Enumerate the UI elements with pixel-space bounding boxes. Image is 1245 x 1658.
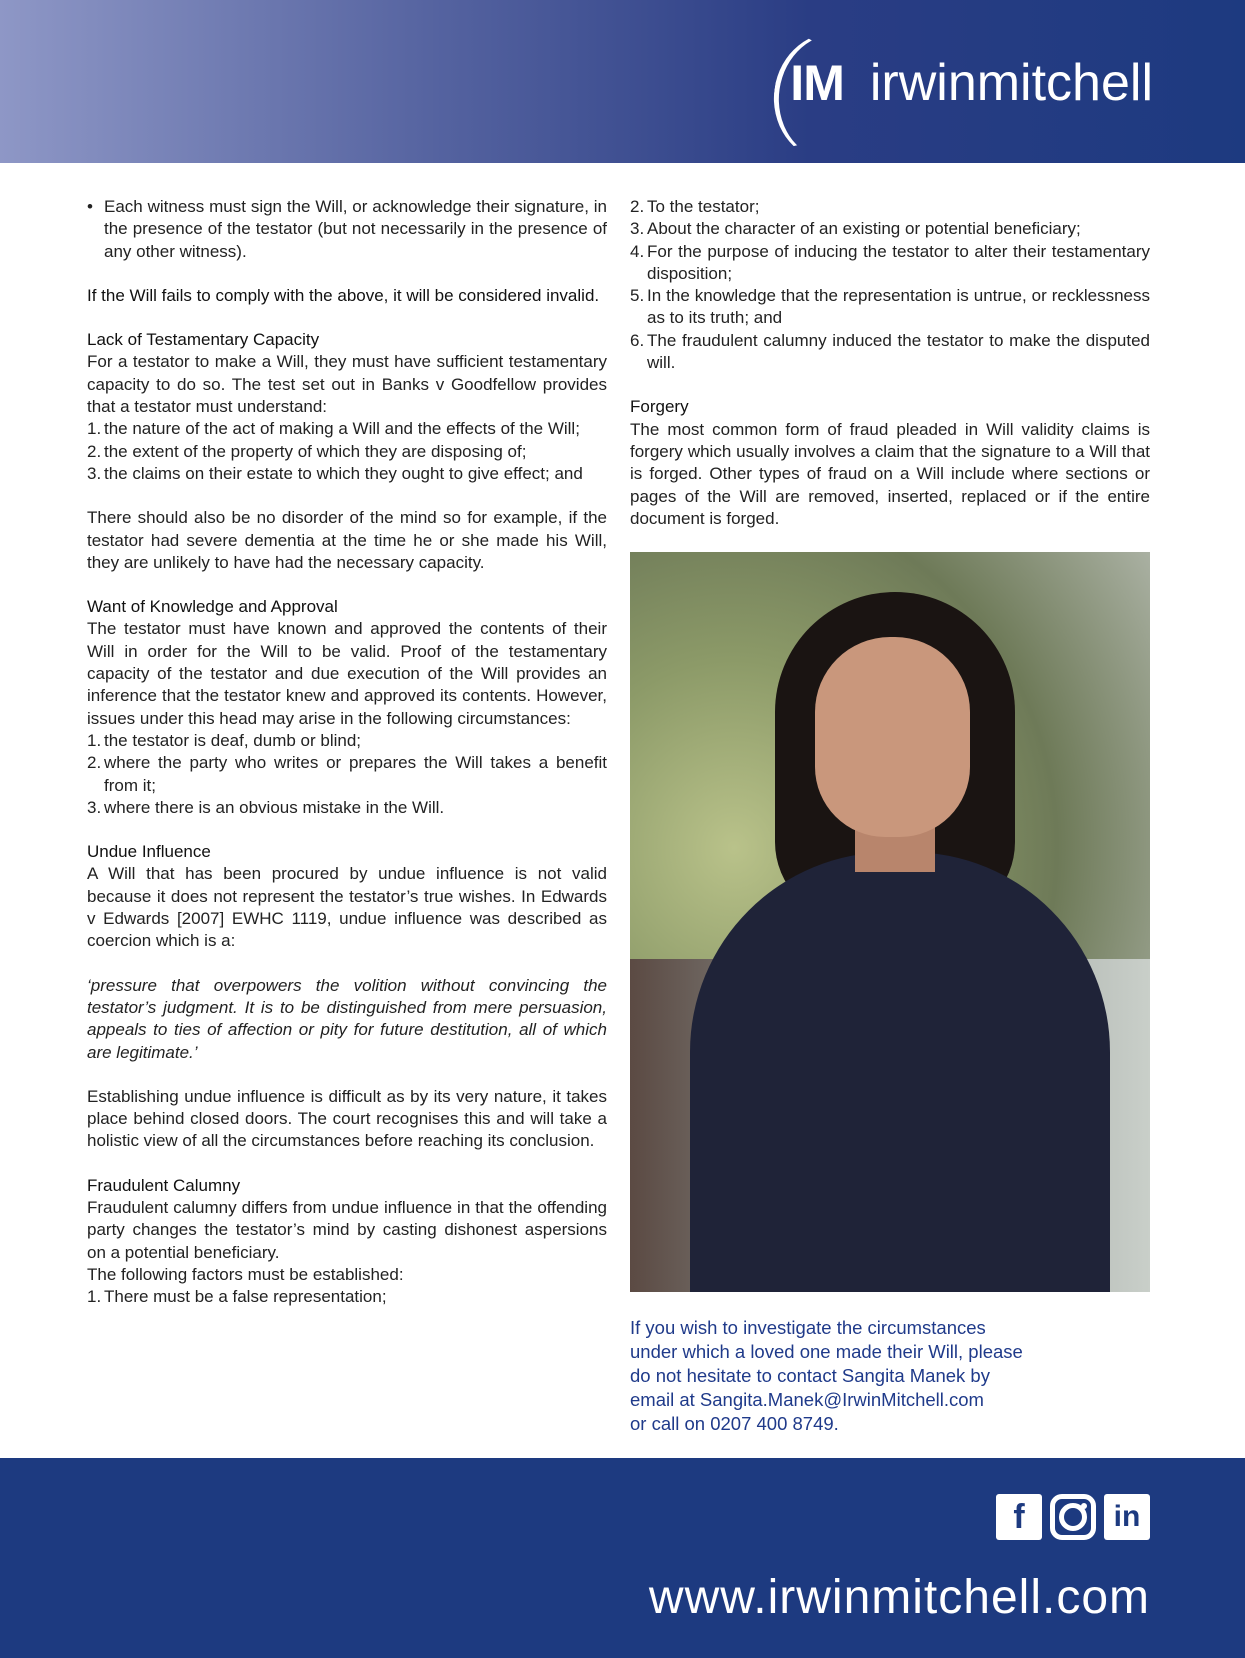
- list-text: The fraudulent calumny induced the testator to make the disputed will.: [647, 330, 1150, 373]
- contact-phone[interactable]: or call on 0207 400 8749.: [630, 1413, 839, 1434]
- calumny-factors: The following factors must be established:: [87, 1264, 404, 1284]
- list-text: To the testator;: [647, 197, 760, 216]
- list-text: In the knowledge that the representation is untrue, or recklessness as to its truth; and: [647, 286, 1150, 328]
- heading-calumny: Fraudulent Calumny: [87, 1175, 241, 1195]
- list-number: 5.: [630, 286, 645, 306]
- forgery-text: The most common form of fraud pleaded in Will validity claims is forgery which usually involves a claim that the signature to a Will that is forged. Other types of fraud on a Will include where sections or pages of the Will are removed, inserted, replaced or if the entire document is forged.: [630, 419, 1150, 528]
- list-item: [630, 241, 1150, 286]
- list-number: 2.: [630, 197, 645, 216]
- heading-capacity: Lack of Testamentary Capacity: [87, 330, 320, 350]
- contact-email[interactable]: email at Sangita.Manek@IrwinMitchell.com: [630, 1389, 984, 1410]
- logo-mark-text: IM: [790, 55, 844, 111]
- left-column: [87, 196, 607, 1308]
- facebook-icon[interactable]: f: [996, 1494, 1042, 1540]
- list-item: [87, 752, 607, 797]
- header-banner: [0, 0, 1245, 163]
- list-item: [87, 418, 607, 440]
- portrait-photo: [630, 552, 1150, 1292]
- irwin-mitchell-logo: [790, 28, 1153, 138]
- undue-outro: Establishing undue influence is difficult as by its very nature, it takes place behind closed doors. The court recognises this and will take a holistic view of all the circumstances before reaching its conclusion.: [87, 1086, 607, 1151]
- list-number: 6.: [630, 330, 645, 350]
- list-item: [87, 463, 607, 485]
- list-text: the claims on their estate to which they ought to give effect; and: [104, 463, 583, 483]
- list-text: where the party who writes or prepares the Will takes a benefit from it;: [104, 753, 607, 795]
- list-text: There must be a false representation;: [104, 1287, 387, 1307]
- bullet-item: [87, 196, 607, 263]
- list-text: About the character of an existing or potential beneficiary;: [647, 219, 1081, 239]
- list-text: the nature of the act of making a Will and the effects of the Will;: [104, 419, 580, 439]
- logo-name: irwinmitchell: [869, 54, 1153, 112]
- list-item: [630, 285, 1150, 330]
- list-number: 2.: [87, 441, 102, 461]
- list-item: [630, 218, 1150, 240]
- list-item: [630, 330, 1150, 375]
- list-text: the extent of the property of which they are disposing of;: [104, 441, 527, 461]
- list-number: 1.: [87, 1287, 102, 1307]
- invalid-text: If the Will fails to comply with the above, it will be considered invalid.: [87, 285, 600, 305]
- contact-callout: [630, 1316, 1170, 1436]
- linkedin-icon[interactable]: in: [1104, 1494, 1150, 1540]
- bullet-icon: •: [87, 197, 93, 216]
- list-number: 3.: [87, 797, 102, 817]
- list-number: 4.: [630, 241, 645, 261]
- list-text: For the purpose of inducing the testator to alter their testamentary disposition;: [647, 241, 1150, 283]
- heading-knowledge: Want of Knowledge and Approval: [87, 597, 338, 617]
- list-number: 1.: [87, 419, 102, 439]
- list-item: [87, 797, 607, 819]
- list-number: 1.: [87, 730, 102, 750]
- undue-intro: A Will that has been procured by undue influence is not valid because it does not represent the testator’s true wishes. In Edwards v Edwards [2007] EWHC 1119, undue influence was described as coercion which is a:: [87, 864, 607, 951]
- list-number: 2.: [87, 753, 102, 773]
- bullet-text: Each witness must sign the Will, or acknowledge their signature, in the presence of the testator (but not necessarily in the presence of any other witness).: [104, 197, 607, 261]
- contact-line: do not hesitate to contact Sangita Manek by: [630, 1365, 990, 1386]
- contact-line: If you wish to investigate the circumstances: [630, 1317, 986, 1338]
- heading-undue: Undue Influence: [87, 842, 211, 862]
- heading-forgery: Forgery: [630, 397, 689, 417]
- list-text: the testator is deaf, dumb or blind;: [104, 730, 362, 750]
- list-item: [87, 730, 607, 752]
- list-item: [630, 196, 1150, 218]
- list-number: 3.: [630, 219, 645, 239]
- capacity-intro: For a testator to make a Will, they must have sufficient testamentary capacity to do so. The test set out in Banks v Goodfellow provides that a testator must understand:: [87, 352, 607, 417]
- website-link[interactable]: www.irwinmitchell.com: [648, 1571, 1150, 1624]
- social-links: [996, 1494, 1150, 1540]
- calumny-intro: Fraudulent calumny differs from undue influence in that the offending party changes the testator’s mind by casting dishonest aspersions on a potential beneficiary.: [87, 1197, 607, 1262]
- case-quote: ‘pressure that overpowers the volition without convincing the testator’s judgment. It is to be distinguished from mere persuasion, appeals to ties of affection or pity for future destitution, all of which are legitimate.’: [87, 975, 607, 1062]
- logo-arc-icon: [766, 24, 903, 169]
- right-column: [630, 196, 1150, 530]
- list-text: where there is an obvious mistake in the Will.: [104, 797, 445, 817]
- contact-line: under which a loved one made their Will, please: [630, 1341, 1023, 1362]
- logo-mark: [790, 54, 844, 112]
- list-number: 3.: [87, 463, 102, 483]
- instagram-icon[interactable]: [1050, 1494, 1096, 1540]
- list-item: [87, 441, 607, 463]
- list-item: [87, 1286, 607, 1308]
- knowledge-intro: The testator must have known and approved the contents of their Will in order for the Will to be valid. Proof of the testamentary capacity of the testator and due execution of the Will provides an inference that the testator knew and approved its contents. However, issues under this head may arise in the following circumstances:: [87, 619, 607, 728]
- capacity-outro: There should also be no disorder of the mind so for example, if the testator had severe dementia at the time he or she made his Will, they are unlikely to have had the necessary capacity.: [87, 508, 607, 572]
- footer-banner: [0, 1458, 1245, 1658]
